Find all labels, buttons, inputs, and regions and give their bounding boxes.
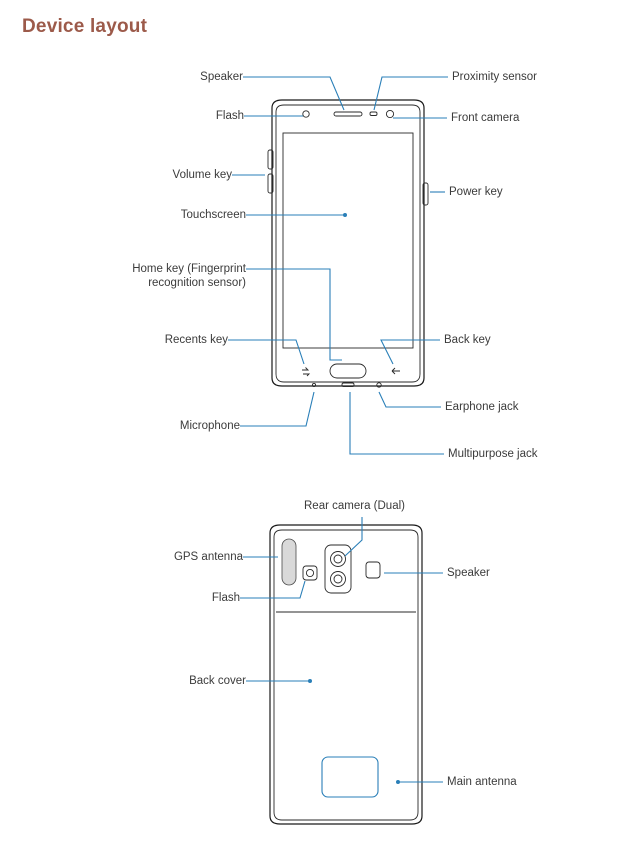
label-home-key-line2: recognition sensor) [148,277,246,289]
label-speaker-rear: Speaker [447,567,490,579]
front-device-body [268,100,428,387]
label-main-antenna: Main antenna [447,776,517,788]
label-speaker-front: Speaker [200,71,243,83]
rear-device-body [270,525,422,824]
label-touchscreen: Touchscreen [180,209,246,221]
label-flash-front: Flash [215,110,244,122]
label-recents-key: Recents key [164,334,228,346]
label-back-key: Back key [444,334,491,346]
label-multipurpose-jack: Multipurpose jack [448,448,538,460]
label-gps-antenna: GPS antenna [173,551,243,563]
label-home-key [96,262,246,290]
label-rear-camera-dual: Rear camera (Dual) [304,500,405,512]
front-leader-lines [228,77,448,454]
label-earphone-jack: Earphone jack [445,401,519,413]
label-proximity-sensor: Proximity sensor [452,71,537,83]
label-flash-rear: Flash [211,592,240,604]
label-front-camera: Front camera [451,112,520,124]
label-volume-key: Volume key [172,169,232,181]
label-back-cover: Back cover [189,675,246,687]
label-microphone: Microphone [179,420,240,432]
page-title: Device layout [22,16,148,37]
label-home-key-line1: Home key (Fingerprint [132,263,246,275]
label-power-key: Power key [449,186,503,198]
